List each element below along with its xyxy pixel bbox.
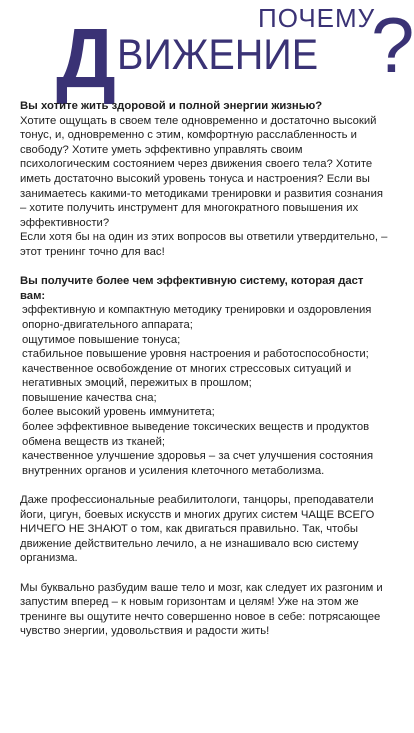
benefit-item: эффективную и компактную методику тренировки и оздоровления опорно-двигательного аппарата; bbox=[22, 304, 372, 331]
spacer bbox=[20, 566, 390, 581]
benefit-item: более эффективное выведение токсических веществ и продуктов обмена веществ из тканей; bbox=[22, 421, 370, 448]
benefit-item: ощутимое повышение тонуса; bbox=[22, 333, 181, 346]
header-question-mark: ? bbox=[371, 1, 414, 89]
spacer bbox=[20, 260, 390, 275]
section1-heading: Вы хотите жить здоровой и полной энергии жизнью? bbox=[20, 100, 323, 112]
section1-paragraph: Хотите ощущать в своем теле одновременно и достаточно высокий тонус, и, одновременно с этим, комфортную расслабленность и свободу? Хотите уметь эффективно управлять своим психологическим состоянием через движения своего тела? Хотите иметь достаточно высокий уровень тонуса и настроения? Если вы занимаетесь какими-то методиками тренировки и развития сознания – хотите получить инструмент для многократного повышения их эффективности? bbox=[20, 114, 384, 229]
header-title: ВИЖЕНИЕ bbox=[117, 31, 319, 79]
benefit-item: повышение качества сна; bbox=[22, 391, 157, 404]
benefit-item: качественное улучшение здоровья – за счет улучшения состояния внутренних органов и усиления клеточного метаболизма. bbox=[22, 450, 374, 477]
section1-conclusion: Если хотя бы на один из этих вопросов вы ответили утвердительно, – этот тренинг точно для вас! bbox=[20, 231, 388, 258]
header-title-initial: Д bbox=[56, 11, 116, 105]
benefit-item: качественное освобождение от многих стрессовых ситуаций и негативных эмоций, пережитых в прошлом; bbox=[22, 362, 352, 390]
article-body bbox=[20, 99, 390, 639]
benefit-item: более высокий уровень иммунитета; bbox=[22, 406, 215, 419]
header-subtitle: ПОЧЕМУ bbox=[258, 3, 376, 33]
spacer bbox=[20, 478, 390, 493]
benefit-item: стабильное повышение уровня настроения и работоспособности; bbox=[22, 348, 369, 361]
page-header bbox=[0, 0, 414, 105]
section4-paragraph: Мы буквально разбудим ваше тело и мозг, как следует их разгоним и запустим вперед – к новым горизонтам и целям! Уже на этом же тренинге вы ощутите нечто совершенно новое в себе: потрясающее чувство энергии, удовольствия и радости жить! bbox=[20, 581, 383, 638]
section2-heading: Вы получите более чем эффективную систему, которая даст вам: bbox=[20, 275, 364, 302]
section3-paragraph: Даже профессиональные реабилитологи, танцоры, преподаватели йоги, цигун, боевых искусств и многих других систем ЧАЩЕ ВСЕГО НИЧЕГО НЕ ЗНАЮТ о том, как двигаться правильно. Так, чтобы движение действительно лечило, а не изнашивало всю систему организма. bbox=[20, 494, 375, 565]
